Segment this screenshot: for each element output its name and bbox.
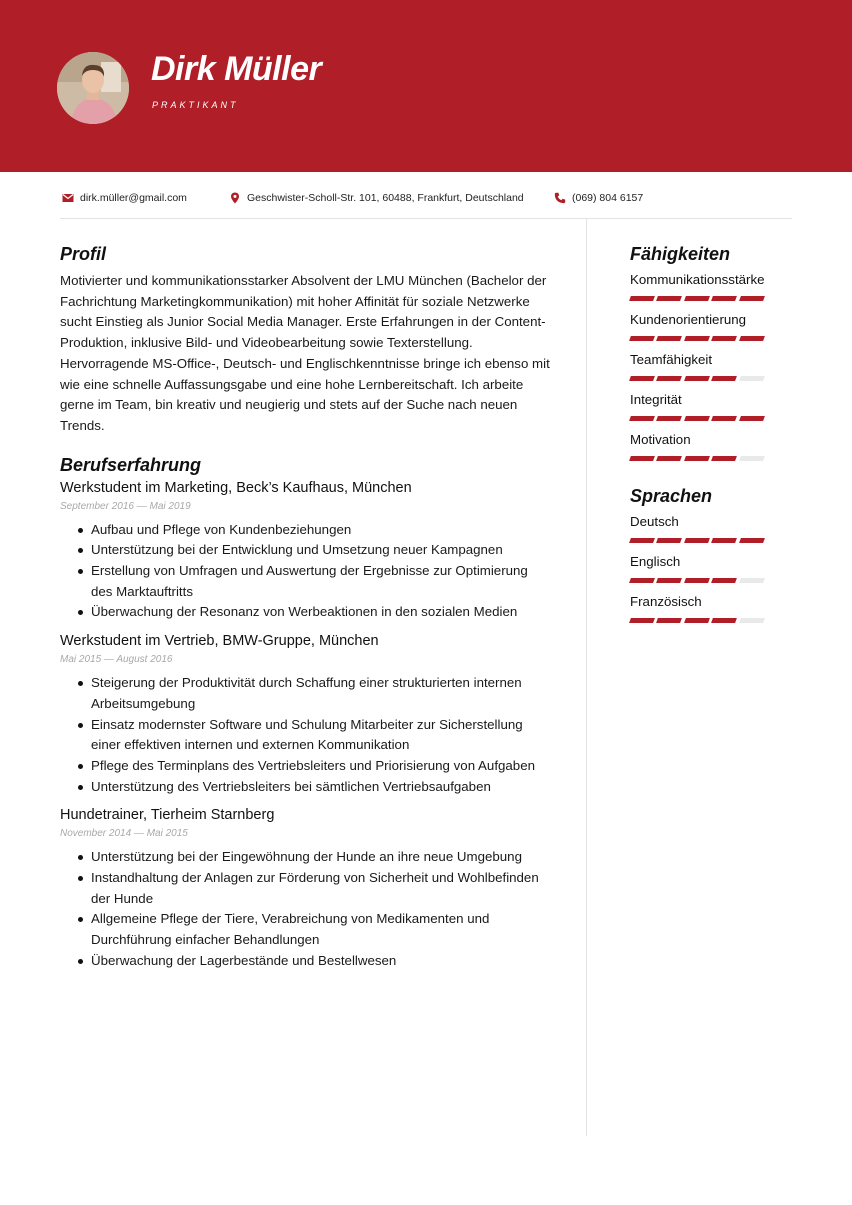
level-segment xyxy=(656,618,682,623)
language-meter xyxy=(630,618,764,623)
job-bullet: Unterstützung bei der Eingewöhnung der Hunde an ihre neue Umgebung xyxy=(60,847,552,868)
location-pin-icon xyxy=(229,192,241,204)
avatar xyxy=(57,52,129,124)
skill-meter xyxy=(630,296,764,301)
level-segment xyxy=(739,578,765,583)
email-text[interactable]: dirk.müller@gmail.com xyxy=(80,192,187,204)
column-divider xyxy=(586,219,587,1136)
skill-label: Integrität xyxy=(630,392,682,407)
header-banner xyxy=(0,0,852,172)
experience-heading: Berufserfahrung xyxy=(60,454,202,475)
job-bullets xyxy=(60,847,552,971)
skill-label: Kommunikationsstärke xyxy=(630,272,765,287)
profile-heading: Profil xyxy=(60,244,107,264)
contact-email[interactable] xyxy=(62,190,187,206)
level-segment xyxy=(711,618,737,623)
phone-text[interactable]: (069) 804 6157 xyxy=(572,192,644,204)
mail-icon xyxy=(62,192,74,204)
job-bullets xyxy=(60,673,552,797)
level-segment xyxy=(711,376,737,381)
level-segment xyxy=(739,336,765,341)
level-segment xyxy=(711,416,737,421)
level-segment xyxy=(739,538,765,543)
level-segment xyxy=(656,376,682,381)
level-segment xyxy=(629,296,655,301)
job-bullet: Unterstützung bei der Entwicklung und Umsetzung neuer Kampagnen xyxy=(60,540,552,561)
contact-divider xyxy=(60,218,792,219)
job-bullet: Unterstützung des Vertriebsleiters bei sämtlichen Vertriebsaufgaben xyxy=(60,777,552,798)
languages-list xyxy=(630,513,770,623)
job-bullet: Steigerung der Produktivität durch Schaffung einer strukturierten internen Arbeitsumgebung xyxy=(60,673,552,714)
job-title: Werkstudent im Vertrieb, BMW-Gruppe, München xyxy=(60,633,379,650)
level-segment xyxy=(656,456,682,461)
level-segment xyxy=(629,456,655,461)
job-bullet: Überwachung der Lagerbestände und Bestellwesen xyxy=(60,951,552,972)
level-segment xyxy=(656,578,682,583)
level-segment xyxy=(629,538,655,543)
job-bullet: Einsatz modernster Software und Schulung Mitarbeiter zur Sicherstellung einer effektiven internen und externen Kommunikation xyxy=(60,715,552,756)
level-segment xyxy=(711,296,737,301)
contact-address xyxy=(229,190,524,206)
job-entry xyxy=(60,633,552,797)
level-segment xyxy=(629,578,655,583)
level-segment xyxy=(684,376,710,381)
skill-meter xyxy=(630,456,764,461)
phone-icon xyxy=(554,192,566,204)
level-segment xyxy=(656,416,682,421)
level-segment xyxy=(629,416,655,421)
skills-heading: Fähigkeiten xyxy=(630,244,731,264)
level-segment xyxy=(684,336,710,341)
skills-list xyxy=(630,271,770,461)
level-segment xyxy=(739,618,765,623)
candidate-name: Dirk Müller xyxy=(151,50,322,88)
job-dates: September 2016 — Mai 2019 xyxy=(60,500,191,512)
skill-meter xyxy=(630,376,764,381)
job-bullet: Erstellung von Umfragen und Auswertung der Ergebnisse zur Optimierung des Marktauftritts xyxy=(60,561,552,602)
language-meter xyxy=(630,578,764,583)
level-segment xyxy=(684,538,710,543)
level-segment xyxy=(656,296,682,301)
level-segment xyxy=(684,296,710,301)
level-segment xyxy=(684,618,710,623)
job-entry xyxy=(60,807,552,971)
level-segment xyxy=(711,578,737,583)
language-label: Englisch xyxy=(630,554,681,569)
level-segment xyxy=(684,578,710,583)
sidebar-column xyxy=(630,244,770,633)
job-title: Werkstudent im Marketing, Beck’s Kaufhaus, München xyxy=(60,479,412,496)
level-segment xyxy=(739,376,765,381)
contact-phone[interactable] xyxy=(554,190,643,206)
level-segment xyxy=(711,336,737,341)
job-bullet: Allgemeine Pflege der Tiere, Verabreichung von Medikamenten und Durchführung einfacher Behandlungen xyxy=(60,909,552,950)
level-segment xyxy=(739,456,765,461)
job-dates: November 2014 — Mai 2015 xyxy=(60,828,188,840)
languages-heading: Sprachen xyxy=(630,486,713,506)
main-column xyxy=(60,244,552,982)
level-segment xyxy=(629,336,655,341)
profile-text: Motivierter und kommunikationsstarker Absolvent der LMU München (Bachelor der Fachrichtung Marketingkommunikation) mit hoher Affinität für soziale Netzwerke sucht Einstieg als Junior Social Media Manager. Erste Erfahrungen in der Content-Produktion, inklusive Bild- und Videobearbeitung sowie Texterstellung. Hervorragende MS-Office-, Deutsch- und Englischkenntnisse bringe ich ebenso mit wie eine schnelle Auffassungsgabe und eine hohe Lernbereitschaft. Ich arbeite gerne im Team, bin kreativ und neugierig und stets auf der Suche nach neuen Trends. xyxy=(60,273,550,433)
level-segment xyxy=(656,336,682,341)
skill-meter xyxy=(630,336,764,341)
level-segment xyxy=(739,416,765,421)
level-segment xyxy=(684,456,710,461)
candidate-role: PRAKTIKANT xyxy=(152,100,239,110)
language-label: Französisch xyxy=(630,594,702,609)
level-segment xyxy=(629,618,655,623)
job-dates: Mai 2015 — August 2016 xyxy=(60,654,173,666)
skill-label: Teamfähigkeit xyxy=(630,352,713,367)
address-text: Geschwister-Scholl-Str. 101, 60488, Frankfurt, Deutschland xyxy=(247,192,524,204)
level-segment xyxy=(656,538,682,543)
job-bullet: Überwachung der Resonanz von Werbeaktionen in den sozialen Medien xyxy=(60,602,552,623)
level-segment xyxy=(629,376,655,381)
skill-label: Motivation xyxy=(630,432,691,447)
job-entry xyxy=(60,480,552,624)
skill-meter xyxy=(630,416,764,421)
job-title: Hundetrainer, Tierheim Starnberg xyxy=(60,807,275,824)
level-segment xyxy=(711,456,737,461)
skill-label: Kundenorientierung xyxy=(630,312,747,327)
language-label: Deutsch xyxy=(630,514,679,529)
level-segment xyxy=(684,416,710,421)
level-segment xyxy=(739,296,765,301)
language-meter xyxy=(630,538,764,543)
job-bullet: Aufbau und Pflege von Kundenbeziehungen xyxy=(60,520,552,541)
level-segment xyxy=(711,538,737,543)
job-bullets xyxy=(60,520,552,624)
job-bullet: Pflege des Terminplans des Vertriebsleiters und Priorisierung von Aufgaben xyxy=(60,756,552,777)
job-bullet: Instandhaltung der Anlagen zur Förderung von Sicherheit und Wohlbefinden der Hunde xyxy=(60,868,552,909)
